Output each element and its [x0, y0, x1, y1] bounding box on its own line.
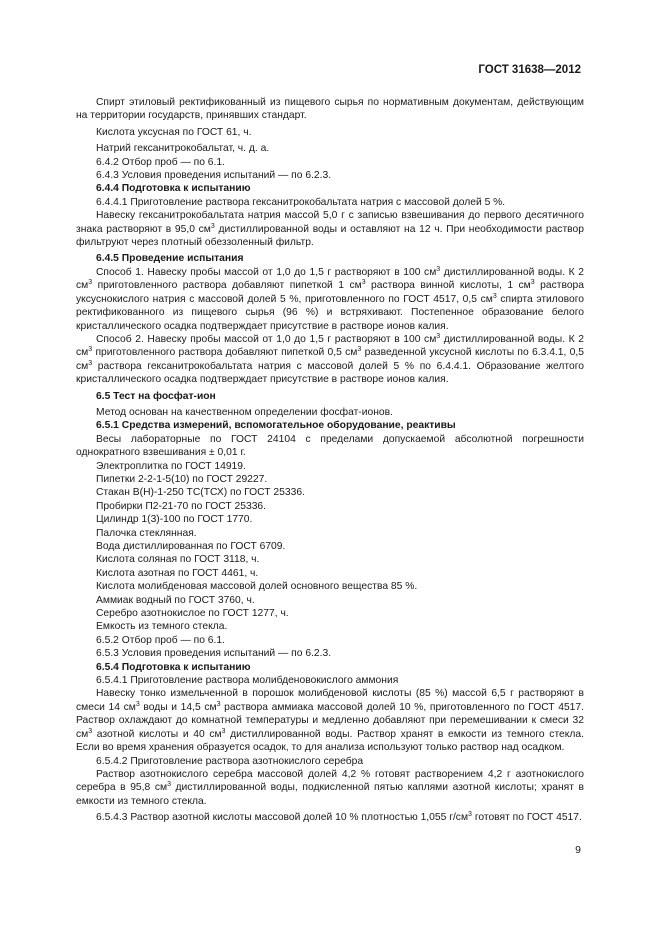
paragraph: Кислота уксусная по ГОСТ 61, ч. [96, 126, 252, 138]
list-item: Кислота молибденовая массовой долей основного вещества 85 %. [96, 581, 418, 593]
section-heading: 6.4.5 Проведение испытания [96, 253, 244, 265]
paragraph: Спирт этиловый ректификованный из пищевого сырья по нормативным документам, действующим на территории государств, принявших стандарт. [76, 97, 584, 122]
paragraph: Способ 2. Навеску пробы массой от 1,0 до 1,5 г растворяют в 100 $см^3$ дистиллированной воды. К 2 $см^3$ приготовленного раствора добавляют пипеткой 0,5 $см^3$ разведенной уксусной кислоты по 6.3.4.1, 0,5 $см^3$ раствора гексанитрокобальтата натрия с массовой долей 5 % по 6.4.4.1. Образование желтого кристаллического осадка подтверждает присутствие в растворе ионов калия. [76, 332, 584, 386]
list-item: Серебро азотнокислое по ГОСТ 1277, ч. [96, 608, 289, 620]
page-number: 9 [575, 844, 581, 856]
section-heading: 6.5.4 Подготовка к испытанию [96, 661, 251, 673]
section-heading: 6.5 Тест на фосфат-ион [96, 390, 216, 402]
paragraph: 6.4.2 Отбор проб — по 6.1. [96, 156, 225, 168]
section-heading: 6.4.4 Подготовка к испытанию [96, 183, 251, 195]
paragraph: Весы лабораторные по ГОСТ 24104 с пределами допускаемой абсолютной погрешности однократного взвешивания ± 0,01 г. [76, 433, 584, 459]
paragraph: Способ 1. Навеску пробы массой от 1,0 до 1,5 г растворяют в 100 $см^3$ дистиллированной воды. К 2 $см^3$ приготовленного раствора добавляют пипеткой 1 $см^3$ раствора винной кислоты, 1 $см^3$ раствора уксуснокислого натрия с массовой долей 5 %, приготовленного по ГОСТ 4517, 0,5 $см^3$ спирта этилового ректификованного из пищевого сырья (96 %) и встряхивают. Постепенное образование белого кристаллического осадка подтверждает присутствие в растворе ионов калия. [76, 265, 584, 332]
list-item: Цилиндр 1(3)-100 по ГОСТ 1770. [96, 514, 253, 526]
list-item: Кислота соляная по ГОСТ 3118, ч. [96, 554, 260, 566]
list-item: Пробирки П2-21-70 по ГОСТ 25336. [96, 500, 267, 512]
paragraph: Раствор азотнокислого серебра массовой долей 4,2 % готовят растворением 4,2 г азотнокислого серебра в 95,8 $см^3$ дистиллированной воды, подкисленной пятью каплями азотной кислоты; хранят в емкости из темного стекла. [76, 768, 584, 807]
paragraph: 6.5.4.2 Приготовление раствора азотнокислого серебра [96, 755, 364, 767]
paragraph: 6.4.3 Условия проведения испытаний — по 6.2.3. [96, 170, 332, 182]
page-content [76, 96, 584, 825]
paragraph: 6.5.4.1 Приготовление раствора молибденовокислого аммония [96, 675, 399, 687]
list-item: Электроплитка по ГОСТ 14919. [96, 460, 246, 472]
paragraph: Метод основан на качественном определении фосфат-ионов. [96, 406, 393, 418]
paragraph: 6.5.3 Условия проведения испытаний — по 6.2.3. [96, 648, 332, 660]
list-item: Кислота азотная по ГОСТ 4461, ч. [96, 567, 259, 579]
list-item: Палочка стеклянная. [96, 527, 197, 539]
paragraph: 6.5.4.3 Раствор азотной кислоты массовой долей 10 % плотностью 1,055 $г/см^3$ готовят по ГОСТ 4517. [96, 811, 582, 824]
list-item: Стакан В(Н)-1-250 ТС(ТСХ) по ГОСТ 25336. [96, 487, 305, 499]
paragraph: 6.4.4.1 Приготовление раствора гексанитрокобальтата натрия с массовой долей 5 %. [96, 196, 506, 208]
paragraph: 6.5.2 Отбор проб — по 6.1. [96, 634, 225, 646]
list-item: Емкость из темного стекла. [96, 621, 228, 633]
section-heading: 6.5.1 Средства измерений, вспомогательное оборудование, реактивы [96, 420, 456, 432]
list-item: Аммиак водный по ГОСТ 3760, ч. [96, 594, 255, 606]
paragraph: Натрий гексанитрокобальтат, ч. д. а. [96, 143, 270, 155]
paragraph: Навеску гексанитрокобальтата натрия массой 5,0 г с записью взвешивания до первого десятичного знака растворяют в 95,0 $см^3$ дистиллированной воды и оставляют на 12 ч. При необходимости раствор фильтруют через плотный обеззоленный фильтр. [76, 210, 584, 249]
standard-header: ГОСТ 31638—2012 [478, 64, 581, 76]
list-item: Вода дистиллированная по ГОСТ 6709. [96, 541, 286, 552]
list-item: Пипетки 2-2-1-5(10) по ГОСТ 29227. [96, 473, 268, 485]
paragraph: Навеску тонко измельченной в порошок молибденовой кислоты (85 %) массой 6,5 г растворяют в смеси 14 $см^3$ воды и 14,5 $см^3$ раствора аммиака массовой долей 10 %, приготовленного по ГОСТ 4517. Раствор охлаждают до комнатной температуры и медленно добавляют при перемешивании к смеси 32 $см^3$ азотной кислоты и 40 $см^3$ дистиллированной воды. Раствор хранят в емкости из темного стекла. Если во время хранения образуется осадок, то для анализа используют только раствор над осадком. [76, 688, 584, 754]
